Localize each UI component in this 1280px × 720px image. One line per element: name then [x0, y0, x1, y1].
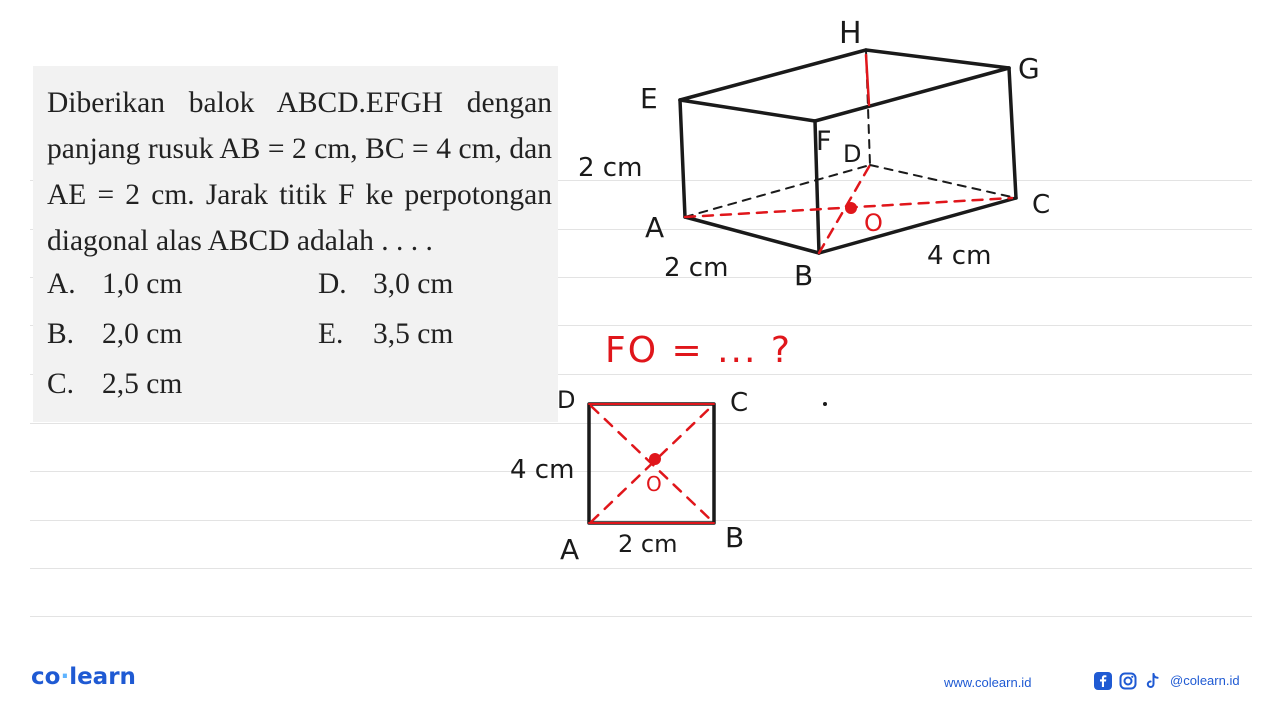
label-b: B	[794, 259, 814, 292]
base-label-b: B	[725, 521, 745, 554]
label-length: 2 cm	[664, 253, 729, 283]
stray-dot	[823, 402, 827, 406]
base-label-side: 4 cm	[510, 455, 575, 485]
base-diagram	[589, 404, 714, 523]
footer-url: www.colearn.id	[944, 675, 1032, 690]
option-value: 2,5 cm	[102, 368, 183, 400]
base-label-c: C	[730, 388, 749, 418]
cuboid-edge-fg	[815, 68, 1009, 121]
tiktok-icon[interactable]	[1143, 671, 1162, 690]
red-edge-hd	[866, 55, 869, 105]
base-label-d: D	[557, 386, 576, 414]
option-letter: C.	[47, 368, 75, 400]
label-c: C	[1032, 190, 1051, 220]
label-f: F	[816, 126, 832, 157]
option-value: 2,0 cm	[102, 318, 183, 350]
instagram-icon[interactable]	[1118, 671, 1137, 690]
cuboid-hidden-edge-dc	[870, 165, 1016, 198]
cuboid-hidden-edge-ad	[685, 165, 870, 217]
cuboid-edge-hg	[866, 50, 1009, 68]
label-h: H	[839, 16, 862, 51]
label-d: D	[843, 140, 862, 168]
option-letter: B.	[47, 318, 75, 350]
social-handle: @colearn.id	[1170, 673, 1240, 688]
cuboid-edge-eh	[680, 50, 866, 100]
cuboid-edge-ae	[680, 100, 685, 217]
option-value: 3,0 cm	[373, 268, 454, 300]
label-e: E	[640, 82, 658, 115]
label-g: G	[1018, 52, 1040, 85]
base-label-bottom: 2 cm	[618, 530, 678, 558]
option-letter: A.	[47, 268, 76, 300]
option-letter: E.	[318, 318, 344, 350]
point-o	[845, 202, 857, 214]
option-letter: D.	[318, 268, 347, 300]
base-point-o	[649, 453, 661, 465]
label-width: 4 cm	[927, 241, 992, 271]
facebook-icon[interactable]	[1093, 671, 1112, 690]
social-links	[1093, 671, 1240, 690]
question-note: FO = ... ?	[605, 330, 792, 371]
label-a: A	[645, 211, 665, 244]
option-value: 3,5 cm	[373, 318, 454, 350]
problem-text: Diberikan balok ABCD.EFGH dengan panjang rusuk AB = 2 cm, BC = 4 cm, dan AE = 2 cm. Jarak titik F ke perpotongan diagonal alas ABCD adalah . . . .	[47, 87, 552, 257]
option-value: 1,0 cm	[102, 268, 183, 300]
base-label-o: O	[646, 472, 662, 496]
label-height: 2 cm	[578, 153, 643, 183]
cuboid-edge-ab	[685, 217, 819, 253]
base-label-a: A	[560, 533, 580, 566]
colearn-logo	[31, 664, 136, 690]
logo-dot: ·	[60, 664, 70, 690]
cuboid-edge-ef	[680, 100, 815, 121]
label-o: O	[864, 209, 883, 237]
cuboid-edge-cg	[1009, 68, 1016, 198]
logo-text-learn: learn	[69, 664, 136, 690]
logo-text-co: co	[31, 664, 61, 690]
